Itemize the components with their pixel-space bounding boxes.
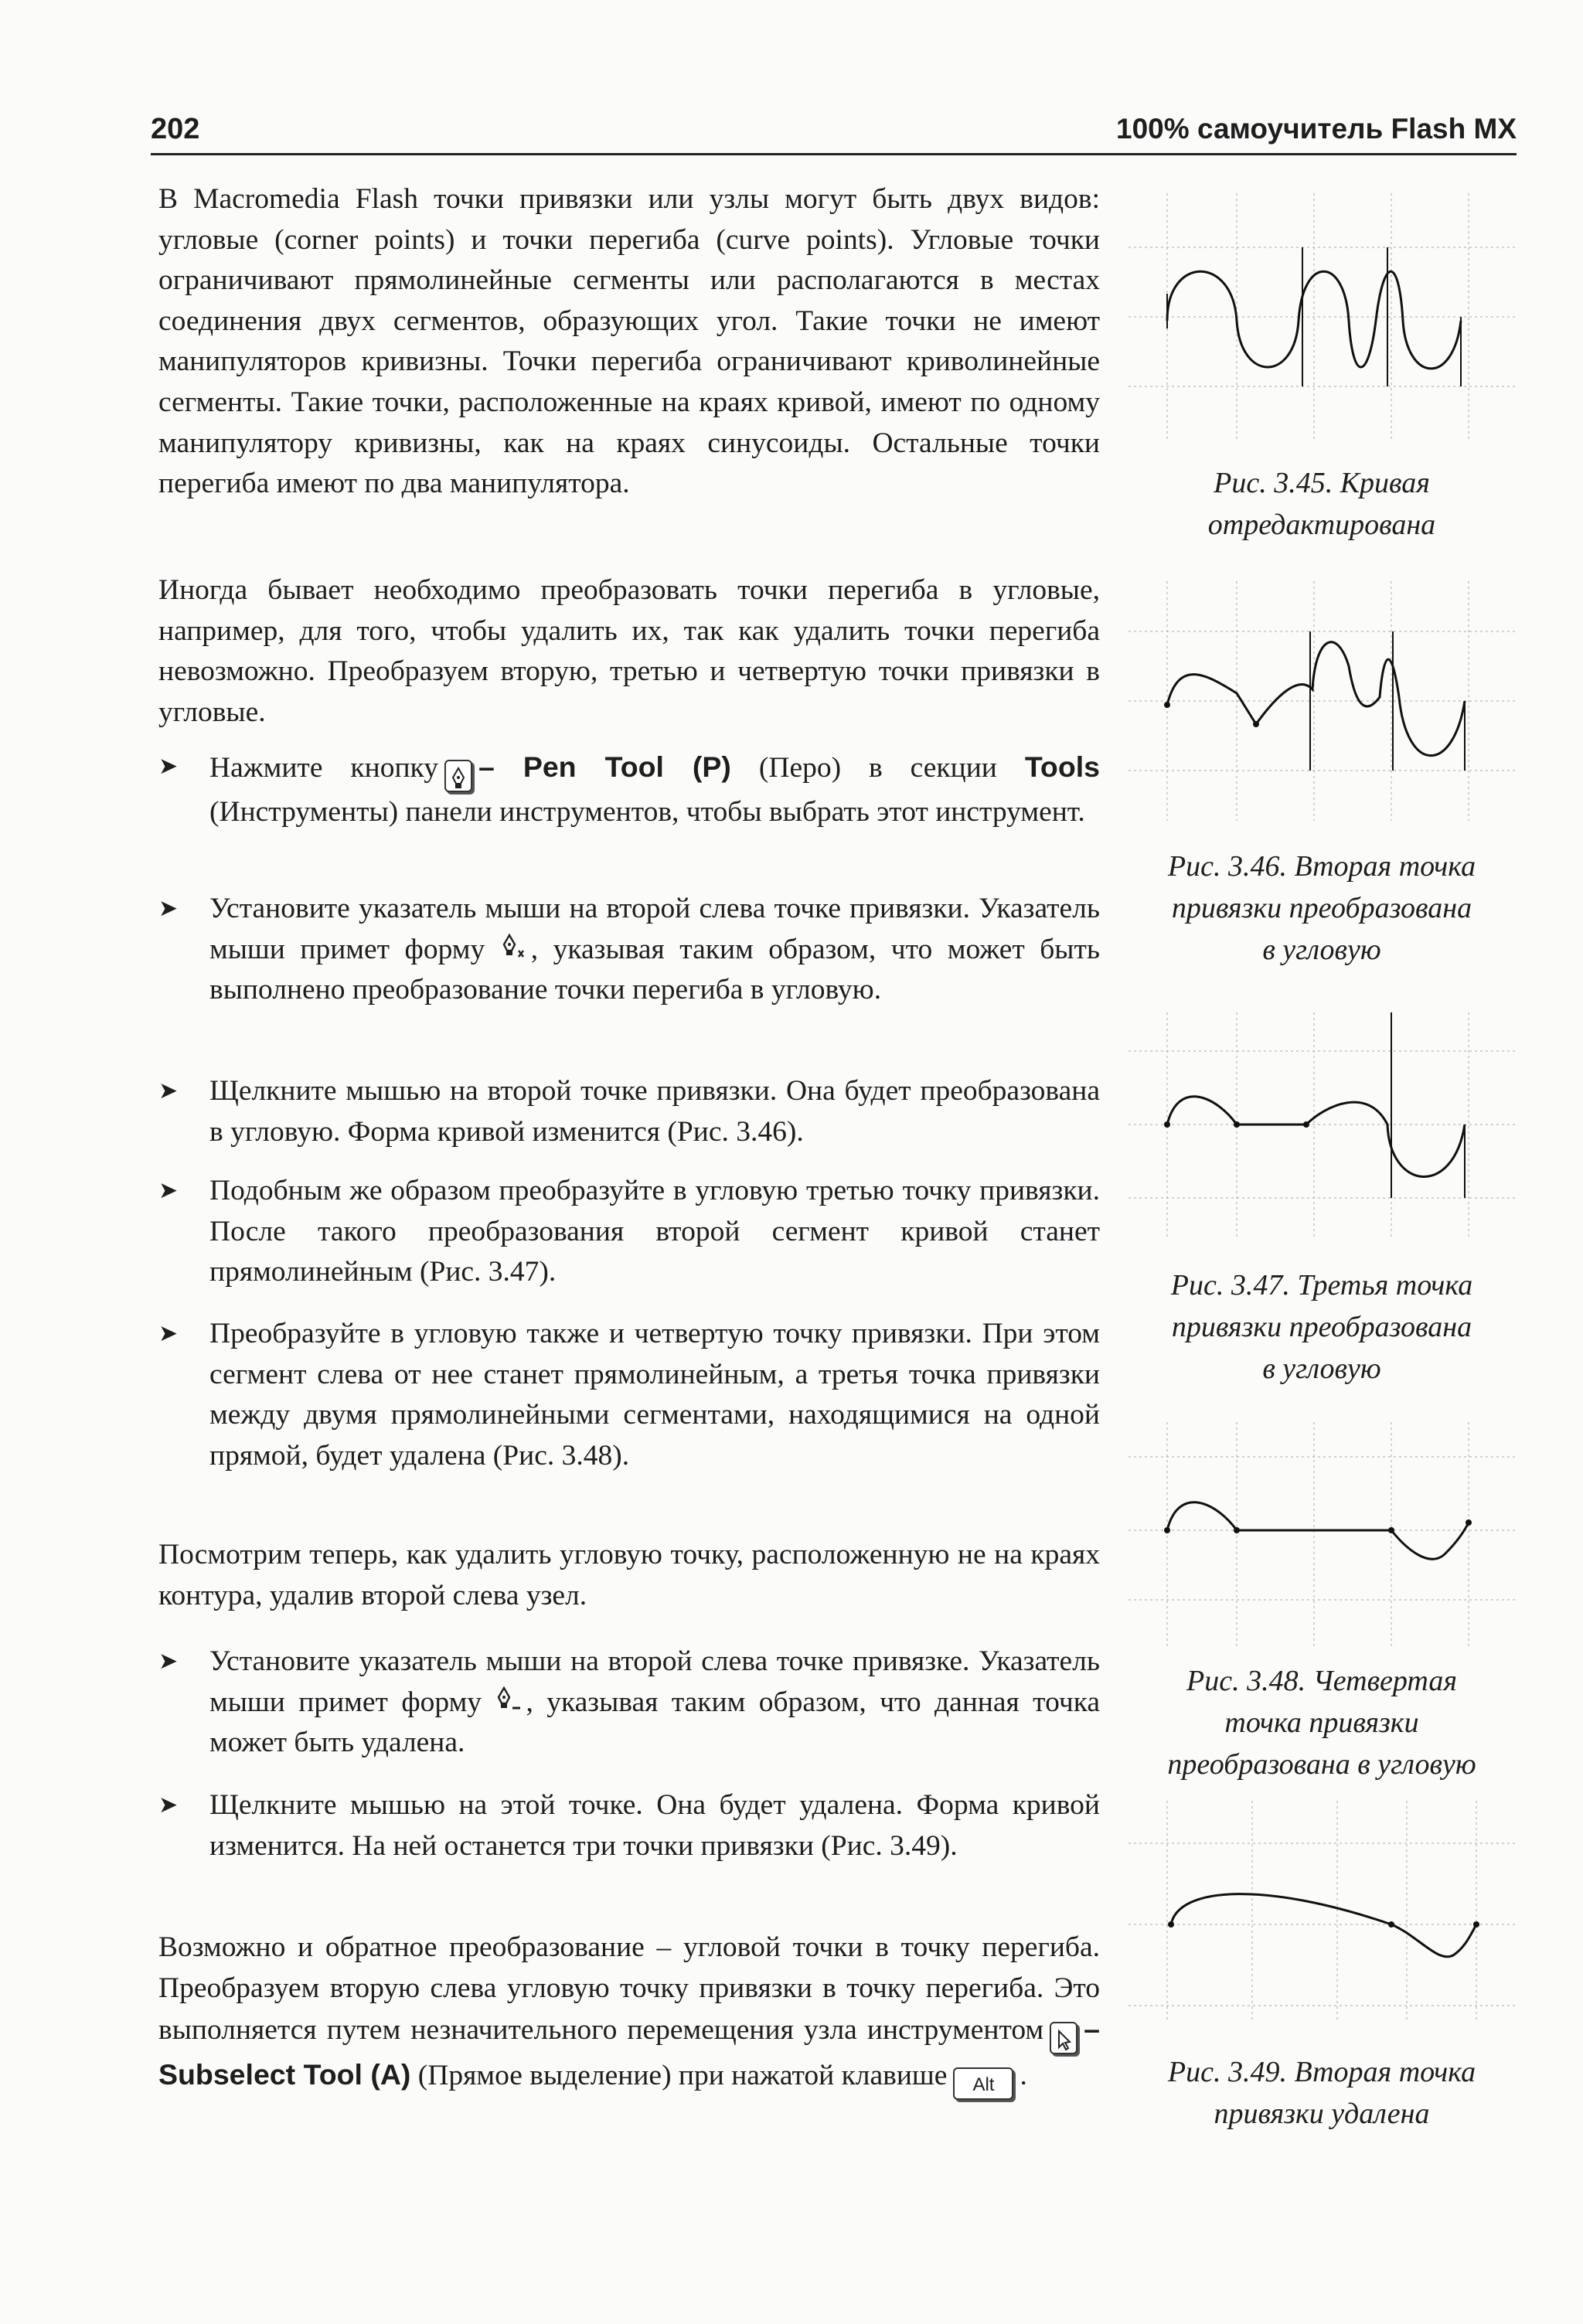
figure-3-48 — [1113, 1422, 1530, 1654]
figure-3-47-drawing — [1113, 1012, 1530, 1244]
handles — [1310, 631, 1465, 771]
bullet-arrow-icon: ➤ — [158, 1077, 179, 1104]
bullet-arrow-icon: ➤ — [158, 1177, 179, 1204]
figure-3-46-drawing — [1113, 581, 1530, 829]
step-text: Щелкните мышью на второй точке привязки. Она будет преобразована в угловую. Форма кривой изменится (Рис. 3.46). — [209, 1075, 1100, 1148]
figure-3-45-drawing — [1113, 193, 1530, 448]
bullet-arrow-icon: ➤ — [158, 1648, 179, 1675]
figure-3-45 — [1113, 193, 1530, 448]
figure-3-48-caption: Рис. 3.48. Четвертая точка привязки преобразована в угловую — [1167, 1665, 1476, 1781]
step-text: Установите указатель мыши на второй слева точке привязки. Указатель мыши примет форму , указывая таким образом, что может быть выполнено преобразование точки перегиба в угловую. — [209, 893, 1100, 1006]
page-number: 202 — [151, 113, 200, 145]
bullet-arrow-icon: ➤ — [158, 1791, 179, 1819]
step-text: Подобным же образом преобразуйте в угловую третью точку привязки. После такого преобразования второй сегмент кривой станет прямолинейным (Рис. 3.47). — [209, 1175, 1100, 1288]
paragraph-delete-intro: Посмотрим теперь, как удалить угловую точку, расположенную не на краях контура, удалив второй слева узел. — [158, 1539, 1100, 1611]
paragraph-convert-intro: Иногда бывает необходимо преобразовать точки перегиба в угловые, например, для того, чтобы удалить их, так как удалить точки перегиба невозможно. Преобразуем вторую, третью и четвертую точки привязки в угловые. — [158, 574, 1100, 728]
step-text: Преобразуйте в угловую также и четвертую точку привязки. При этом сегмент слева от нее станет прямолинейным, а третья точка привязки между двумя прямолинейными сегментами, находящимися на одной прямой, будет удалена (Рис. 3.48). — [209, 1318, 1100, 1472]
pen-tool-icon[interactable] — [444, 760, 472, 792]
pen-convert-cursor-icon — [500, 932, 531, 961]
figure-3-48-drawing — [1113, 1422, 1530, 1654]
grid — [1129, 1801, 1515, 2021]
grid — [1129, 1012, 1515, 1237]
grid — [1129, 1422, 1515, 1646]
step-text: Нажмите кнопку – Pen Tool (P) (Перо) в секции Tools (Инструменты) панели инструментов, чтобы выбрать этот инструмент. — [209, 750, 1101, 828]
bullet-arrow-icon: ➤ — [158, 1320, 179, 1347]
curve — [1171, 1894, 1476, 1957]
bullet-arrow-icon: ➤ — [158, 753, 179, 780]
paragraph-reverse-conversion: Возможно и обратное преобразование – угловой точки в точку перегиба. Преобразуем вторую слева угловую точку привязки в точку перегиба. Это выполняется путем незначительного перемещения узла инструментом – Subselect Tool (A) (Прямое выделение) при нажатой клавише Alt . — [158, 1928, 1100, 2100]
curve — [1167, 1502, 1469, 1559]
page-header — [151, 110, 1517, 155]
subselect-arrow-icon[interactable] — [1050, 2022, 1077, 2054]
pen-delete-cursor-icon — [495, 1685, 526, 1714]
figure-3-49-caption: Рис. 3.49. Вторая точка привязки удалена — [1167, 2056, 1476, 2130]
step-text: Установите указатель мыши на второй слева точке привязке. Указатель мыши примет форму , указывая таким образом, что данная точка может быть удалена. — [209, 1645, 1101, 1759]
figure-3-49-drawing — [1113, 1801, 1530, 2025]
figure-3-46 — [1113, 581, 1530, 829]
book-title: 100% самоучитель Flash MX — [1116, 113, 1517, 145]
paragraph-point-types: В Macromedia Flash точки привязки или узлы могут быть двух видов: угловые (corner points) и точки перегиба (curve points). Угловые точки ограничивают прямолинейные сегменты или располагаются в местах соединения двух сегментов, образующих угол. Такие точки не имеют манипуляторов кривизны. Точки перегиба ограничивают криволинейные сегменты. Такие точки, расположенные на краях кривой, имеют по одному манипулятору кривизны, как на краях синусоиды. Остальные точки перегиба имеют по два манипулятора. — [158, 183, 1100, 500]
figure-3-45-caption: Рис. 3.45. Кривая отредактирована — [1207, 467, 1436, 541]
figure-3-49 — [1113, 1801, 1530, 2025]
alt-key-icon[interactable]: Alt — [953, 2067, 1013, 2100]
curve — [1167, 642, 1465, 756]
step-text: Щелкните мышью на этой точке. Она будет удалена. Форма кривой изменится. На ней останется три точки привязки (Рис. 3.49). — [209, 1789, 1100, 1862]
grid — [1129, 581, 1515, 821]
figure-3-46-caption: Рис. 3.46. Вторая точка привязки преобразована в угловую — [1167, 850, 1476, 966]
figure-3-47 — [1113, 1012, 1530, 1244]
curve — [1167, 1097, 1465, 1177]
figure-3-47-caption: Рис. 3.47. Третья точка привязки преобразована в угловую — [1170, 1269, 1473, 1385]
bullet-arrow-icon: ➤ — [158, 895, 179, 922]
grid — [1129, 193, 1515, 441]
handles — [1391, 1012, 1465, 1198]
